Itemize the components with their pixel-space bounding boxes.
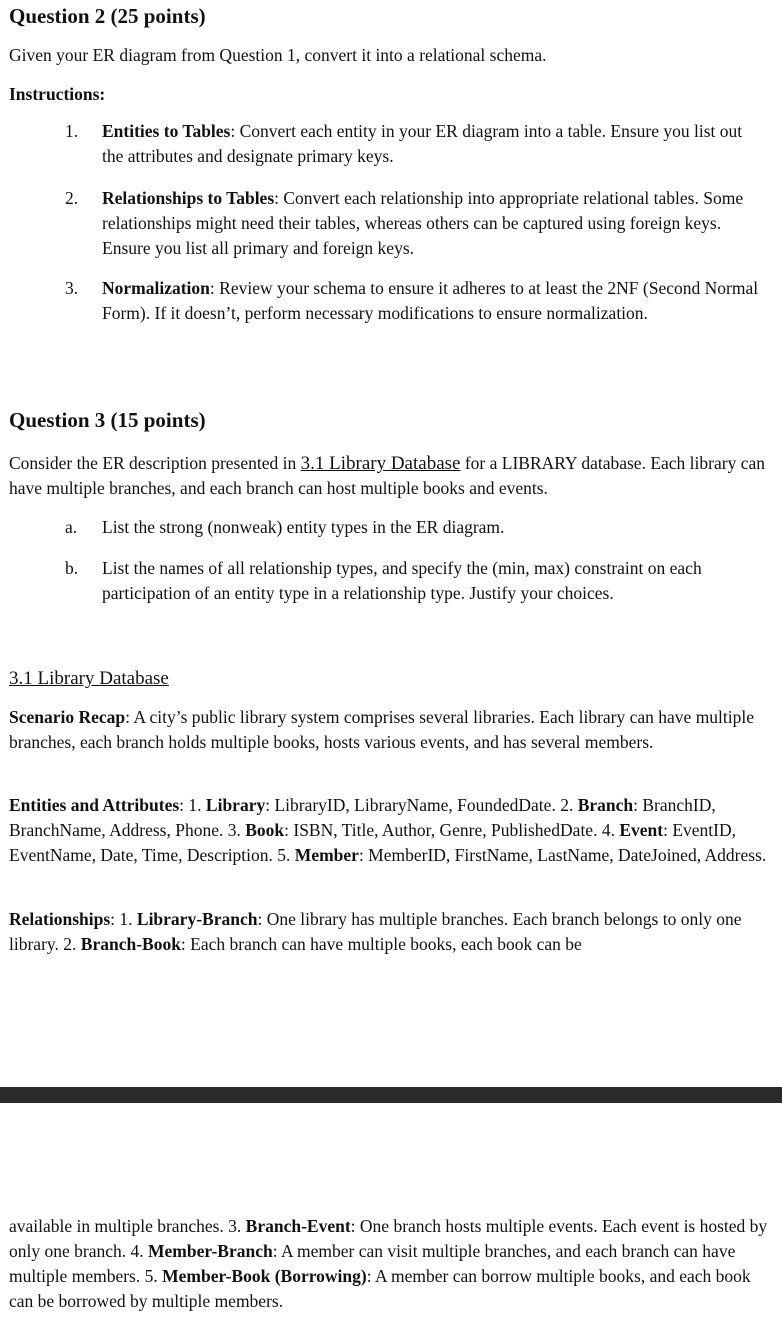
text-run: : ISBN, Title, Author, Genre, PublishedDate. 4.: [284, 820, 620, 840]
item-title: Normalization: [102, 278, 210, 298]
list-number: 1.: [65, 121, 79, 141]
page-divider: [0, 1087, 782, 1103]
text-run: : LibraryID, LibraryName, FoundedDate. 2.: [265, 795, 578, 815]
instructions-label: Instructions:: [9, 84, 106, 104]
list-number: 3.: [65, 278, 79, 298]
scenario-paragraph: [9, 705, 774, 755]
entity-branch: Branch: [577, 795, 634, 815]
q3-intro-post: for a LIBRARY database. Each library can have multiple branches, and each branch can host multiple books and events.: [9, 453, 765, 498]
scenario-text: : A city’s public library system comprises several libraries. Each library can have multiple branches, each branch holds multiple books, hosts various events, and has several members.: [9, 707, 755, 752]
text-run: available in multiple branches. 3.: [9, 1216, 246, 1236]
text-run: : MemberID, FirstName, LastName, DateJoined, Address.: [358, 845, 767, 865]
entity-book: Book: [245, 820, 285, 840]
text-run: : EventID, EventName, Date, Time, Description. 5.: [9, 820, 736, 865]
list-item: List the strong (nonweak) entity types in the ER diagram.: [102, 517, 505, 537]
list-item: List the names of all relationship types, and specify the (min, max) constraint on each participation of an entity type in a relationship type. Justify your choices.: [102, 558, 702, 603]
q3-intro: [9, 451, 774, 501]
list-item: [102, 119, 762, 169]
list-item: [102, 276, 762, 326]
q3-title: Question 3 (15 points): [9, 408, 206, 432]
item-text: : Review your schema to ensure it adheres to at least the 2NF (Second Normal Form). If it doesn’t, perform necessary modifications to ensure normalization.: [102, 278, 759, 323]
list-letter: b.: [65, 558, 79, 578]
text-run: : A member can borrow multiple books, and each book can be borrowed by multiple members.: [9, 1266, 751, 1311]
item-text: : Convert each relationship into appropriate relational tables. Some relationships might need their tables, whereas others can be captured using foreign keys. Ensure you list all primary and foreign keys.: [102, 188, 744, 258]
item-title: Relationships to Tables: [102, 188, 275, 208]
library-database-heading: 3.1 Library Database: [9, 668, 169, 689]
text-run: : Each branch can have multiple books, each book can be: [180, 934, 582, 954]
list-number: 2.: [65, 188, 79, 208]
entity-event: Event: [619, 820, 664, 840]
rel-member-book: Member-Book (Borrowing): [162, 1266, 367, 1286]
entities-label: Entities and Attributes: [9, 795, 180, 815]
text-run: : One branch hosts multiple events. Each event is hosted by only one branch. 4.: [9, 1216, 768, 1261]
rel-branch-book: Branch-Book: [80, 934, 181, 954]
list-item: [102, 186, 762, 261]
item-text: : Convert each entity in your ER diagram into a table. Ensure you list out the attributes and designate primary keys.: [102, 121, 743, 166]
entity-library: Library: [205, 795, 266, 815]
list-letter: a.: [65, 517, 78, 537]
rel-library-branch: Library-Branch: [136, 909, 258, 929]
rel-branch-event: Branch-Event: [245, 1216, 351, 1236]
library-database-link[interactable]: 3.1 Library Database: [300, 453, 461, 474]
entity-member: Member: [294, 845, 359, 865]
q3-intro-pre: Consider the ER description presented in: [9, 453, 301, 473]
rel-member-branch: Member-Branch: [148, 1241, 273, 1261]
item-title: Entities to Tables: [102, 121, 231, 141]
q2-intro: Given your ER diagram from Question 1, convert it into a relational schema.: [9, 45, 547, 65]
text-run: : 1.: [179, 795, 206, 815]
relationships-continued: [9, 1214, 774, 1314]
relationships-paragraph: [9, 907, 774, 957]
text-run: : BranchID, BranchName, Address, Phone. 3.: [9, 795, 716, 840]
text-run: : 1.: [110, 909, 137, 929]
relationships-label: Relationships: [9, 909, 111, 929]
text-run: : A member can visit multiple branches, and each branch can have multiple members. 5.: [9, 1241, 736, 1286]
entities-paragraph: [9, 793, 774, 868]
scenario-label: Scenario Recap: [9, 707, 126, 727]
q2-title: Question 2 (25 points): [9, 4, 206, 28]
text-run: : One library has multiple branches. Each branch belongs to only one library. 2.: [9, 909, 742, 954]
